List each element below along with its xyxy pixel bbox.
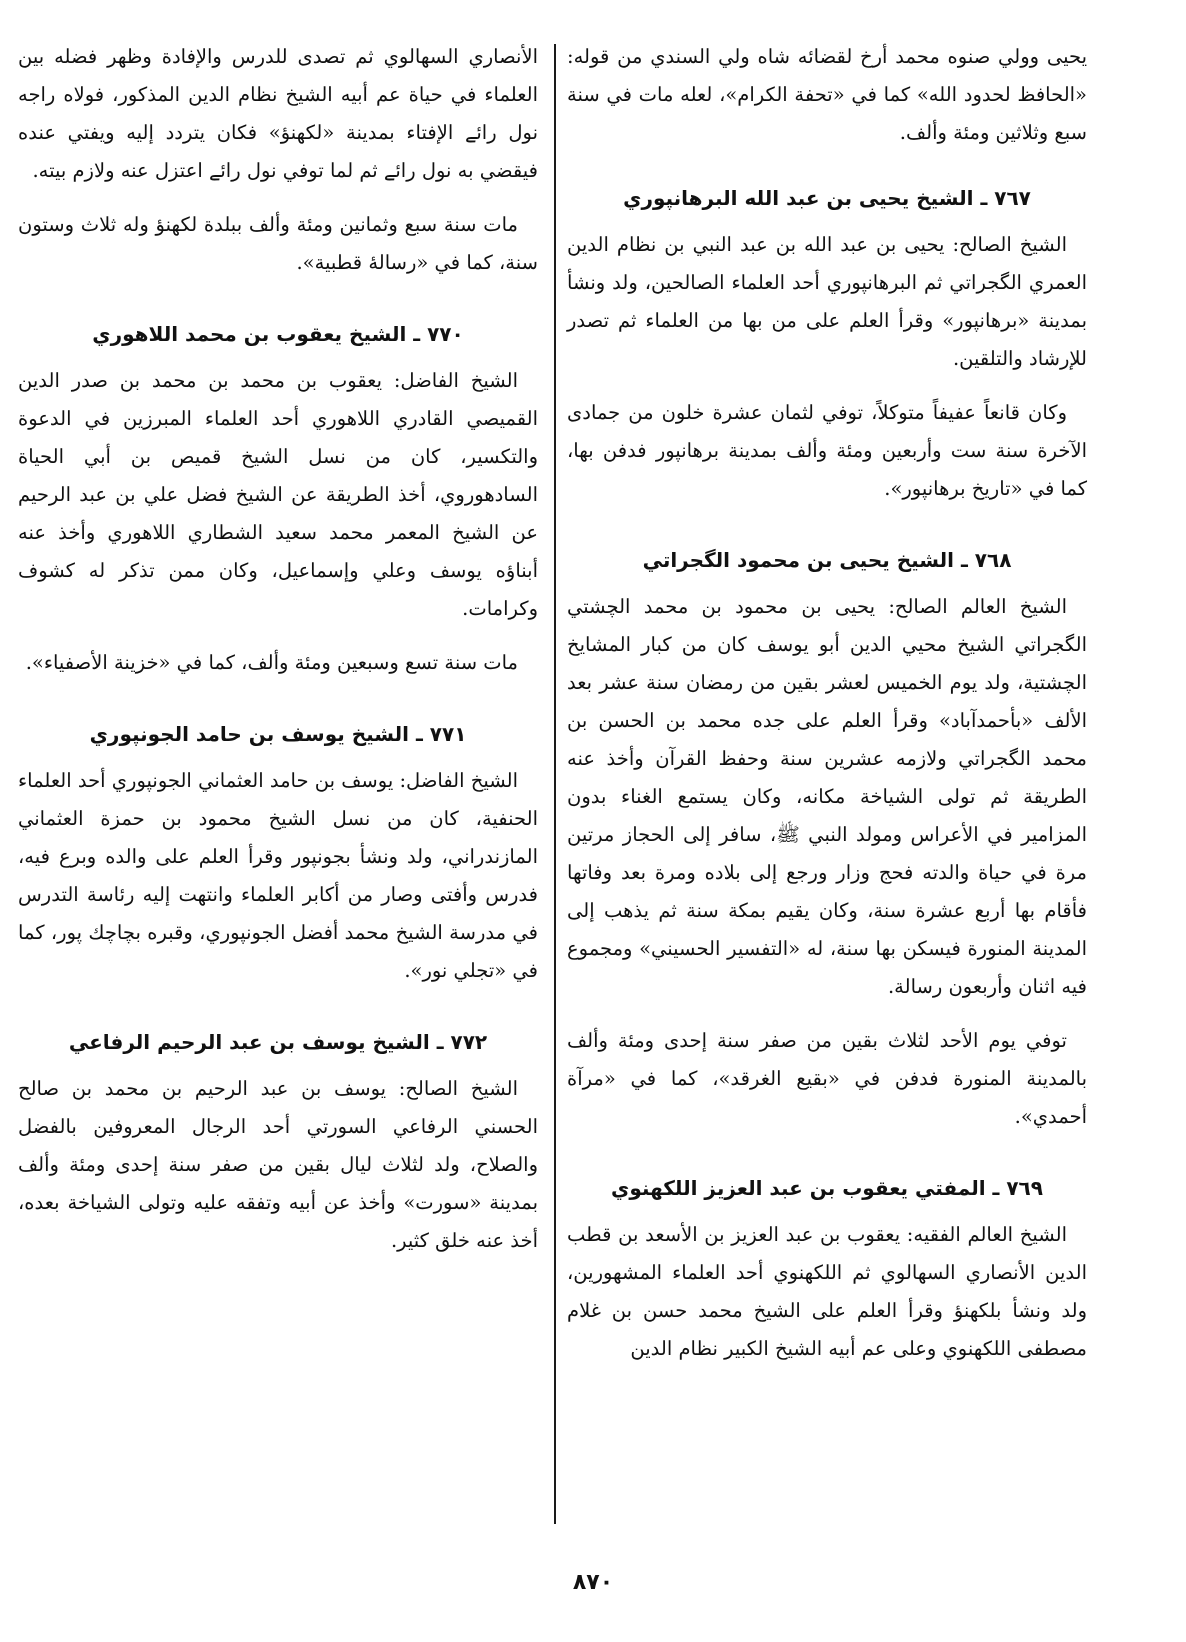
entry-767-paragraph-1: الشيخ الصالح: يحيى بن عبد الله بن عبد النبي بن نظام الدين العمري الگجراتي ثم البرهانپوري أحد العلماء الصالحين، ولد ونشأ بمدينة «برهانپور» وقرأ العلم على من بها من العلماء ثم تصدر للإرشاد والتلقين. bbox=[567, 233, 1087, 370]
entry-770-paragraph-2: مات سنة تسع وسبعين ومئة وألف، كما في «خزينة الأصفياء». bbox=[25, 651, 518, 674]
entry-769-title: ٧٦٩ ـ المفتي يعقوب بن عبد العزيز اللكهنوي bbox=[611, 1176, 1043, 1200]
entry-772-paragraph-1: الشيخ الصالح: يوسف بن عبد الرحيم بن محمد بن صالح الحسني الرفاعي السورتي أحد الرجال المعروفين بالفضل والصلاح، ولد لثلاث ليال بقين من صفر سنة إحدى ومئة وألف بمدينة «سورت» وأخذ عن أبيه وتفقه عليه وتولى الشياخة بعده، أخذ عنه خلق كثير. bbox=[18, 1077, 538, 1252]
continuation-paragraph: يحيى وولي صنوه محمد أرخ لقضائه شاه ولي السندي من قوله: «الحافظ لحدود الله» كما في «تحفة الكرام»، لعله مات في سنة سبع وثلاثين ومئة وألف. bbox=[567, 45, 1087, 144]
entry-770-title: ٧٧٠ ـ الشيخ يعقوب بن محمد اللاهوري bbox=[92, 322, 464, 346]
entry-771-title: ٧٧١ ـ الشيخ يوسف بن حامد الجونپوري bbox=[89, 722, 467, 746]
entry-768-paragraph-2: توفي يوم الأحد لثلاث بقين من صفر سنة إحدى ومئة وألف بالمدينة المنورة فدفن في «بقيع الغرقد»، كما في «مرآة أحمدي». bbox=[567, 1029, 1087, 1128]
left-column bbox=[18, 38, 538, 1276]
entry-767-paragraph-2: وكان قانعاً عفيفاً متوكلاً، توفي لثمان عشرة خلون من جمادى الآخرة سنة ست وأربعين ومئة وألف بمدينة برهانپور فدفن بها، كما في «تاريخ برهانپور». bbox=[567, 401, 1087, 500]
page-number: ٨٧٠ bbox=[572, 1570, 614, 1595]
entry-769-paragraph-1: الشيخ العالم الفقيه: يعقوب بن عبد العزيز بن الأسعد بن قطب الدين الأنصاري السهالوي ثم اللكهنوي أحد العلماء المشهورين، ولد ونشأ بلكهنؤ وقرأ العلم على الشيخ محمد حسن بن غلام مصطفى اللكهنوي وعلى عم أبيه الشيخ الكبير نظام الدين bbox=[567, 1223, 1087, 1360]
continuation-paragraph-2: مات سنة سبع وثمانين ومئة وألف ببلدة لكهنؤ وله ثلاث وستون سنة، كما في «رسالهٔ قطبية». bbox=[18, 213, 538, 274]
entry-768-title: ٧٦٨ ـ الشيخ يحيى بن محمود الگجراتي bbox=[642, 548, 1012, 572]
entry-768-paragraph-1: الشيخ العالم الصالح: يحيى بن محمود بن محمد الچشتي الگجراتي الشيخ محيي الدين أبو يوسف كان من كبار المشايخ الچشتية، ولد يوم الخميس لعشر بقين من رمضان سنة عشر بعد الألف «بأحمدآباد» وقرأ العلم على جده محمد بن الحسن بن محمد الگجراتي ولازمه عشرين سنة وحفظ القرآن وأخذ عنه الطريقة ثم تولى الشياخة مكانه، وكان يستمع الغناء بدون المزامير في الأعراس ومولد النبي ﷺ، سافر إلى الحجاز مرتين مرة في حياة والدته فحج وزار ورجع إلى بلاده ومرة بعد وفاتها فأقام بها أربع عشرة سنة، وكان يقيم بمكة سنة ثم يذهب إلى المدينة المنورة فيسكن بها سنة، له «التفسير الحسيني» ومجموع فيه اثنان وأربعون رسالة. bbox=[567, 595, 1087, 998]
entry-771-paragraph-1: الشيخ الفاضل: يوسف بن حامد العثماني الجونپوري أحد العلماء الحنفية، كان من نسل الشيخ محمود بن حمزة العثماني المازندراني، ولد ونشأ بجونپور وقرأ العلم على والده وبرع فيه، فدرس وأفتى وصار من أكابر العلماء وانتهت إليه رئاسة التدرس في مدرسة الشيخ محمد أفضل الجونپوري، وقبره بچاچك پور، كما في «تجلي نور». bbox=[18, 769, 538, 982]
continuation-paragraph: الأنصاري السهالوي ثم تصدى للدرس والإفادة وظهر فضله بين العلماء في حياة عم أبيه الشيخ نظام الدين المذكور، فولاه راجه نول رائے الإفتاء بمدينة «لكهنؤ» فكان يتردد إليه ويفتي عنده فيقضي به نول رائے ثم لما توفي نول رائے اعتزل عنه ولازم بيته. bbox=[18, 45, 538, 182]
right-column bbox=[567, 38, 1087, 1384]
column-divider bbox=[554, 44, 556, 1524]
entry-767-title: ٧٦٧ ـ الشيخ يحيى بن عبد الله البرهانپوري bbox=[623, 186, 1031, 210]
entry-772-title: ٧٧٢ ـ الشيخ يوسف بن عبد الرحيم الرفاعي bbox=[68, 1030, 488, 1054]
entry-770-paragraph-1: الشيخ الفاضل: يعقوب بن محمد بن محمد بن صدر الدين القميصي القادري اللاهوري أحد العلماء المبرزين في الدعوة والتكسير، كان من نسل الشيخ قميص بن أبي الحياة السادهوروي، أخذ الطريقة عن الشيخ فضل علي بن عبد الرحيم عن الشيخ المعمر محمد سعيد الشطاري اللاهوري وأخذ عنه أبناؤه يوسف وعلي وإسماعيل، وكان ممن تذكر له كشوف وكرامات. bbox=[18, 369, 538, 620]
